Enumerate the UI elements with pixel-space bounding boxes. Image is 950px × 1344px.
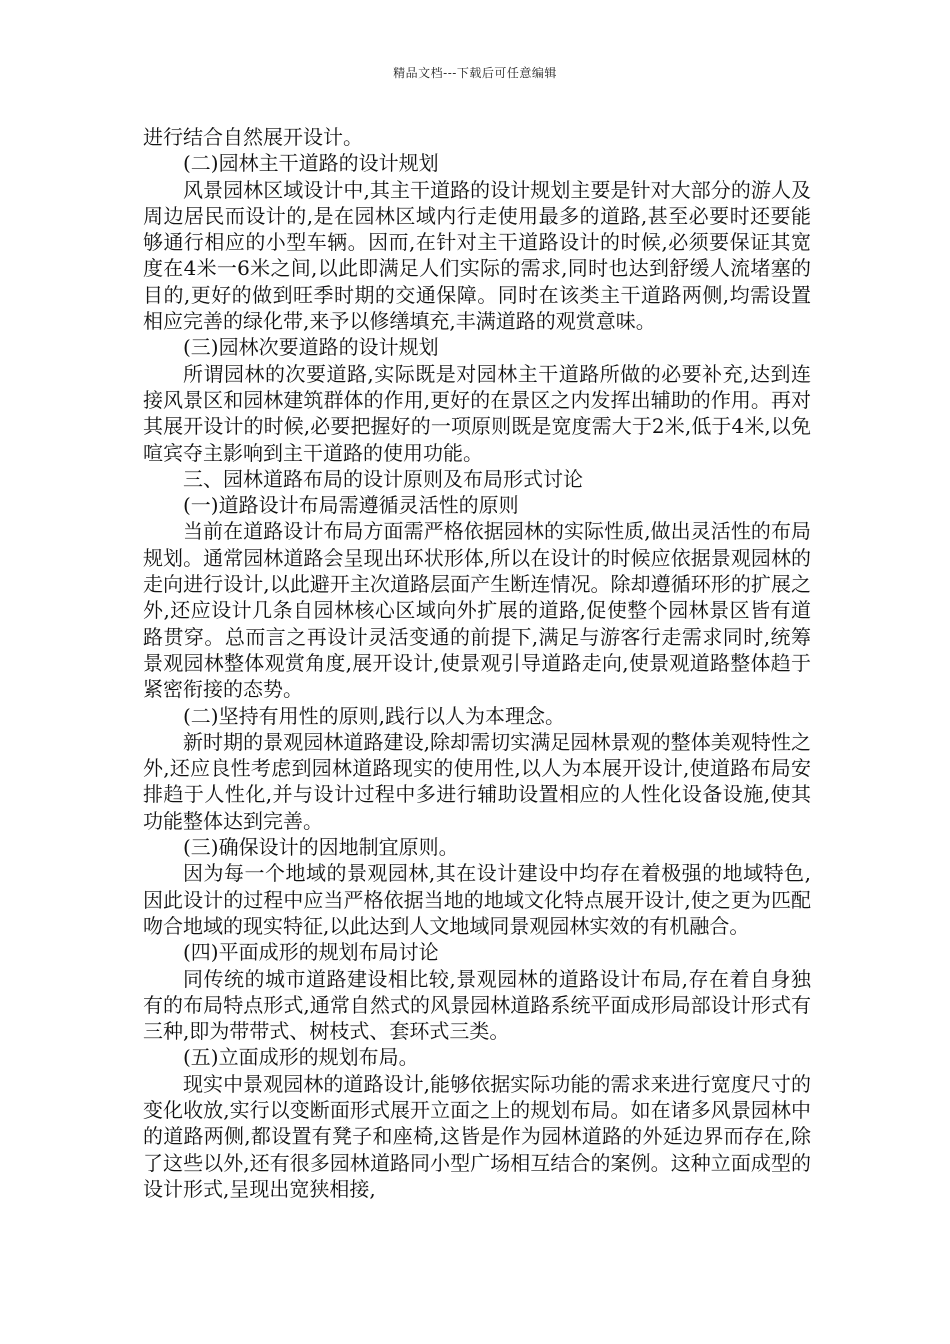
section-heading-plan-layout: (四)平面成形的规划布局讨论 (183, 940, 439, 965)
document-body (143, 124, 811, 1202)
paragraph-secondary-road: 所谓园林的次要道路,实际既是对园林主干道路所做的必要补充,达到连接风景区和园林建筑群体的作用,更好的在景区之内发挥出辅助的作用。再对其展开设计的时候,必要把握好的一项原则既是宽度需大于2米,低于4米,以免喧宾夺主影响到主干道路的使用功能。 (143, 361, 811, 465)
paragraph-local-adaptation: 因为每一个地域的景观园林,其在设计建设中均存在着极强的地域特色,因此设计的过程中应当严格依据当地的地域文化特点展开设计,使之更为匹配吻合地域的现实特征,以此达到人文地域同景观园林实效的有机融合。 (143, 861, 811, 938)
paragraph-intro-continuation: 进行结合自然展开设计。 (143, 125, 363, 149)
section-heading-secondary-road: (三)园林次要道路的设计规划 (183, 335, 439, 360)
chapter-heading-layout-principles: 三、园林道路布局的设计原则及布局形式讨论 (183, 466, 583, 491)
page-header: 精品文档---下载后可任意编辑 (393, 66, 557, 80)
paragraph-usefulness: 新时期的景观园林道路建设,除却需切实满足园林景观的整体美观特性之外,还应良性考虑到园林道路现实的使用性,以人为本展开设计,使道路布局安排趋于人性化,并与设计过程中多进行辅助设置相应的人性化设备设施,使其功能整体达到完善。 (143, 729, 811, 833)
section-heading-flexibility: (一)道路设计布局需遵循灵活性的原则 (183, 493, 519, 518)
section-heading-main-road: (二)园林主干道路的设计规划 (183, 151, 439, 176)
paragraph-main-road: 风景园林区域设计中,其主干道路的设计规划主要是针对大部分的游人及周边居民而设计的,是在园林区域内行走使用最多的道路,甚至必要时还要能够通行相应的小型车辆。因而,在针对主干道路设计的时候,必须要保证其宽度在4米一6米之间,以此即满足人们实际的需求,同时也达到舒缓人流堵塞的目的,更好的做到旺季时期的交通保障。同时在该类主干道路两侧,均需设置相应完善的绿化带,来予以修缮填充,丰满道路的观赏意味。 (143, 177, 811, 334)
section-heading-usefulness: (二)坚持有用性的原则,践行以人为本理念。 (183, 703, 565, 728)
paragraph-plan-layout: 同传统的城市道路建设相比较,景观园林的道路设计布局,存在着自身独有的布局特点形式,通常自然式的风景园林道路系统平面成形局部设计形式有三种,即为带带式、树枝式、套环式三类。 (143, 966, 811, 1044)
section-heading-elevation-layout: (五)立面成形的规划布局。 (183, 1045, 419, 1070)
paragraph-flexibility: 当前在道路设计布局方面需严格依据园林的实际性质,做出灵活性的布局规划。通常园林道路会呈现出环状形体,所以在设计的时候应依据景观园林的走向进行设计,以此避开主次道路层面产生断连情况。除却遵循环形的扩展之外,还应设计几条自园林核心区域向外扩展的道路,促使整个园林景区皆有道路贯穿。总而言之再设计灵活变通的前提下,满足与游客行走需求同时,统筹景观园林整体观赏角度,展开设计,使景观引导道路走向,使景观道路整体趋于紧密衔接的态势。 (143, 519, 811, 702)
section-heading-local-adaptation: (三)确保设计的因地制宜原则。 (183, 835, 459, 860)
paragraph-elevation-layout: 现实中景观园林的道路设计,能够依据实际功能的需求来进行宽度尺寸的变化收放,实行以变断面形式展开立面之上的规划布局。如在诸多风景园林中的道路两侧,都设置有凳子和座椅,这皆是作为园林道路的外延边界而存在,除了这些以外,还有很多园林道路同小型广场相互结合的案例。这种立面成型的设计形式,呈现出宽狭相接, (143, 1071, 811, 1201)
